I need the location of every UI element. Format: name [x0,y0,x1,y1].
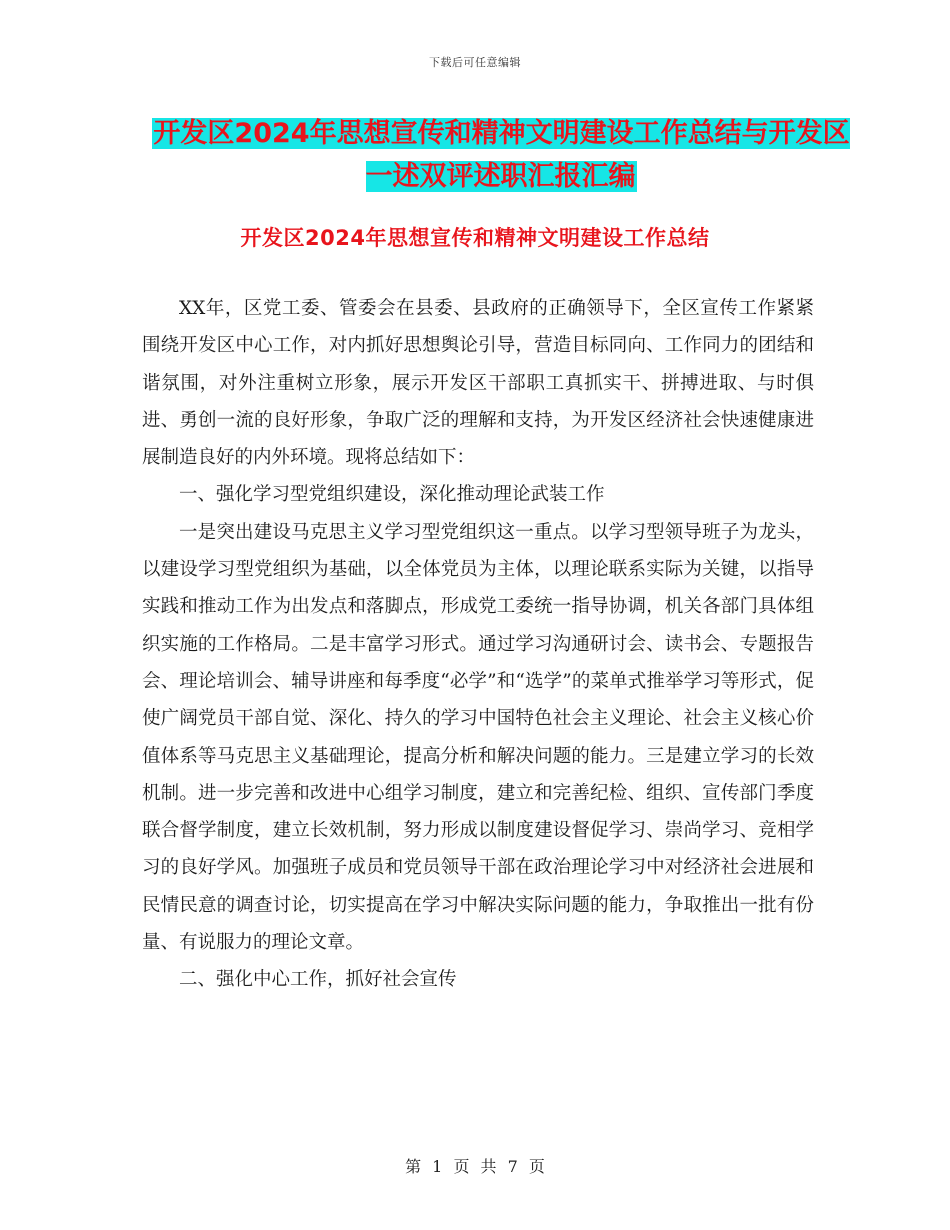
paragraph-heading-2: 二、强化中心工作，抓好社会宣传 [179,969,457,991]
paragraph-heading-1: 一、强化学习型党组织建设，深化推动理论武装工作 [179,484,605,506]
document-main-title [145,112,857,198]
section-title: 开发区2024年思想宣传和精神文明建设工作总结 [240,226,710,250]
page-header-note: 下载后可任意编辑 [429,56,521,69]
paragraph-learning: 一是突出建设马克思主义学习型党组织这一重点。以学习型领导班子为龙头，以建设学习型党组织为基础，以全体党员为主体，以理论联系实际为关键，以指导实践和推动工作为出发点和落脚点，形成党工委统一指导协调，机关各部门具体组织实施的工作格局。二是丰富学习形式。通过学习沟通研讨会、读书会、专题报告会、理论培训会、辅导讲座和每季度“必学”和“选学”的菜单式推举学习等形式，促使广阔党员干部自觉、深化、持久的学习中国特色社会主义理论、社会主义核心价值体系等马克思主义基础理论，提高分析和解决问题的能力。三是建立学习的长效机制。进一步完善和改进中心组学习制度，建立和完善纪检、组织、宣传部门季度联合督学制度，建立长效机制，努力形成以制度建设督促学习、崇尚学习、竞相学习的良好学风。加强班子成员和党员领导干部在政治理论学习中对经济社会进展和民情民意的调查讨论，切实提高在学习中解决实际问题的能力，争取推出一批有份量、有说服力的理论文章。 [142,521,814,954]
main-title-highlight: 开发区2024年思想宣传和精神文明建设工作总结与开发区一述双评述职汇报汇编 [153,118,850,192]
document-body [142,290,814,999]
paragraph-intro: XX年，区党工委、管委会在县委、县政府的正确领导下，全区宣传工作紧紧围绕开发区中心工作，对内抓好思想舆论引导，营造目标同向、工作同力的团结和谐氛围，对外注重树立形象，展示开发区干部职工真抓实干、拼搏进取、与时俱进、勇创一流的良好形象，争取广泛的理解和支持，为开发区经济社会快速健康进展制造良好的内外环境。现将总结如下： [142,298,814,469]
page-number-footer: 第 1 页 共 7 页 [405,1157,545,1176]
